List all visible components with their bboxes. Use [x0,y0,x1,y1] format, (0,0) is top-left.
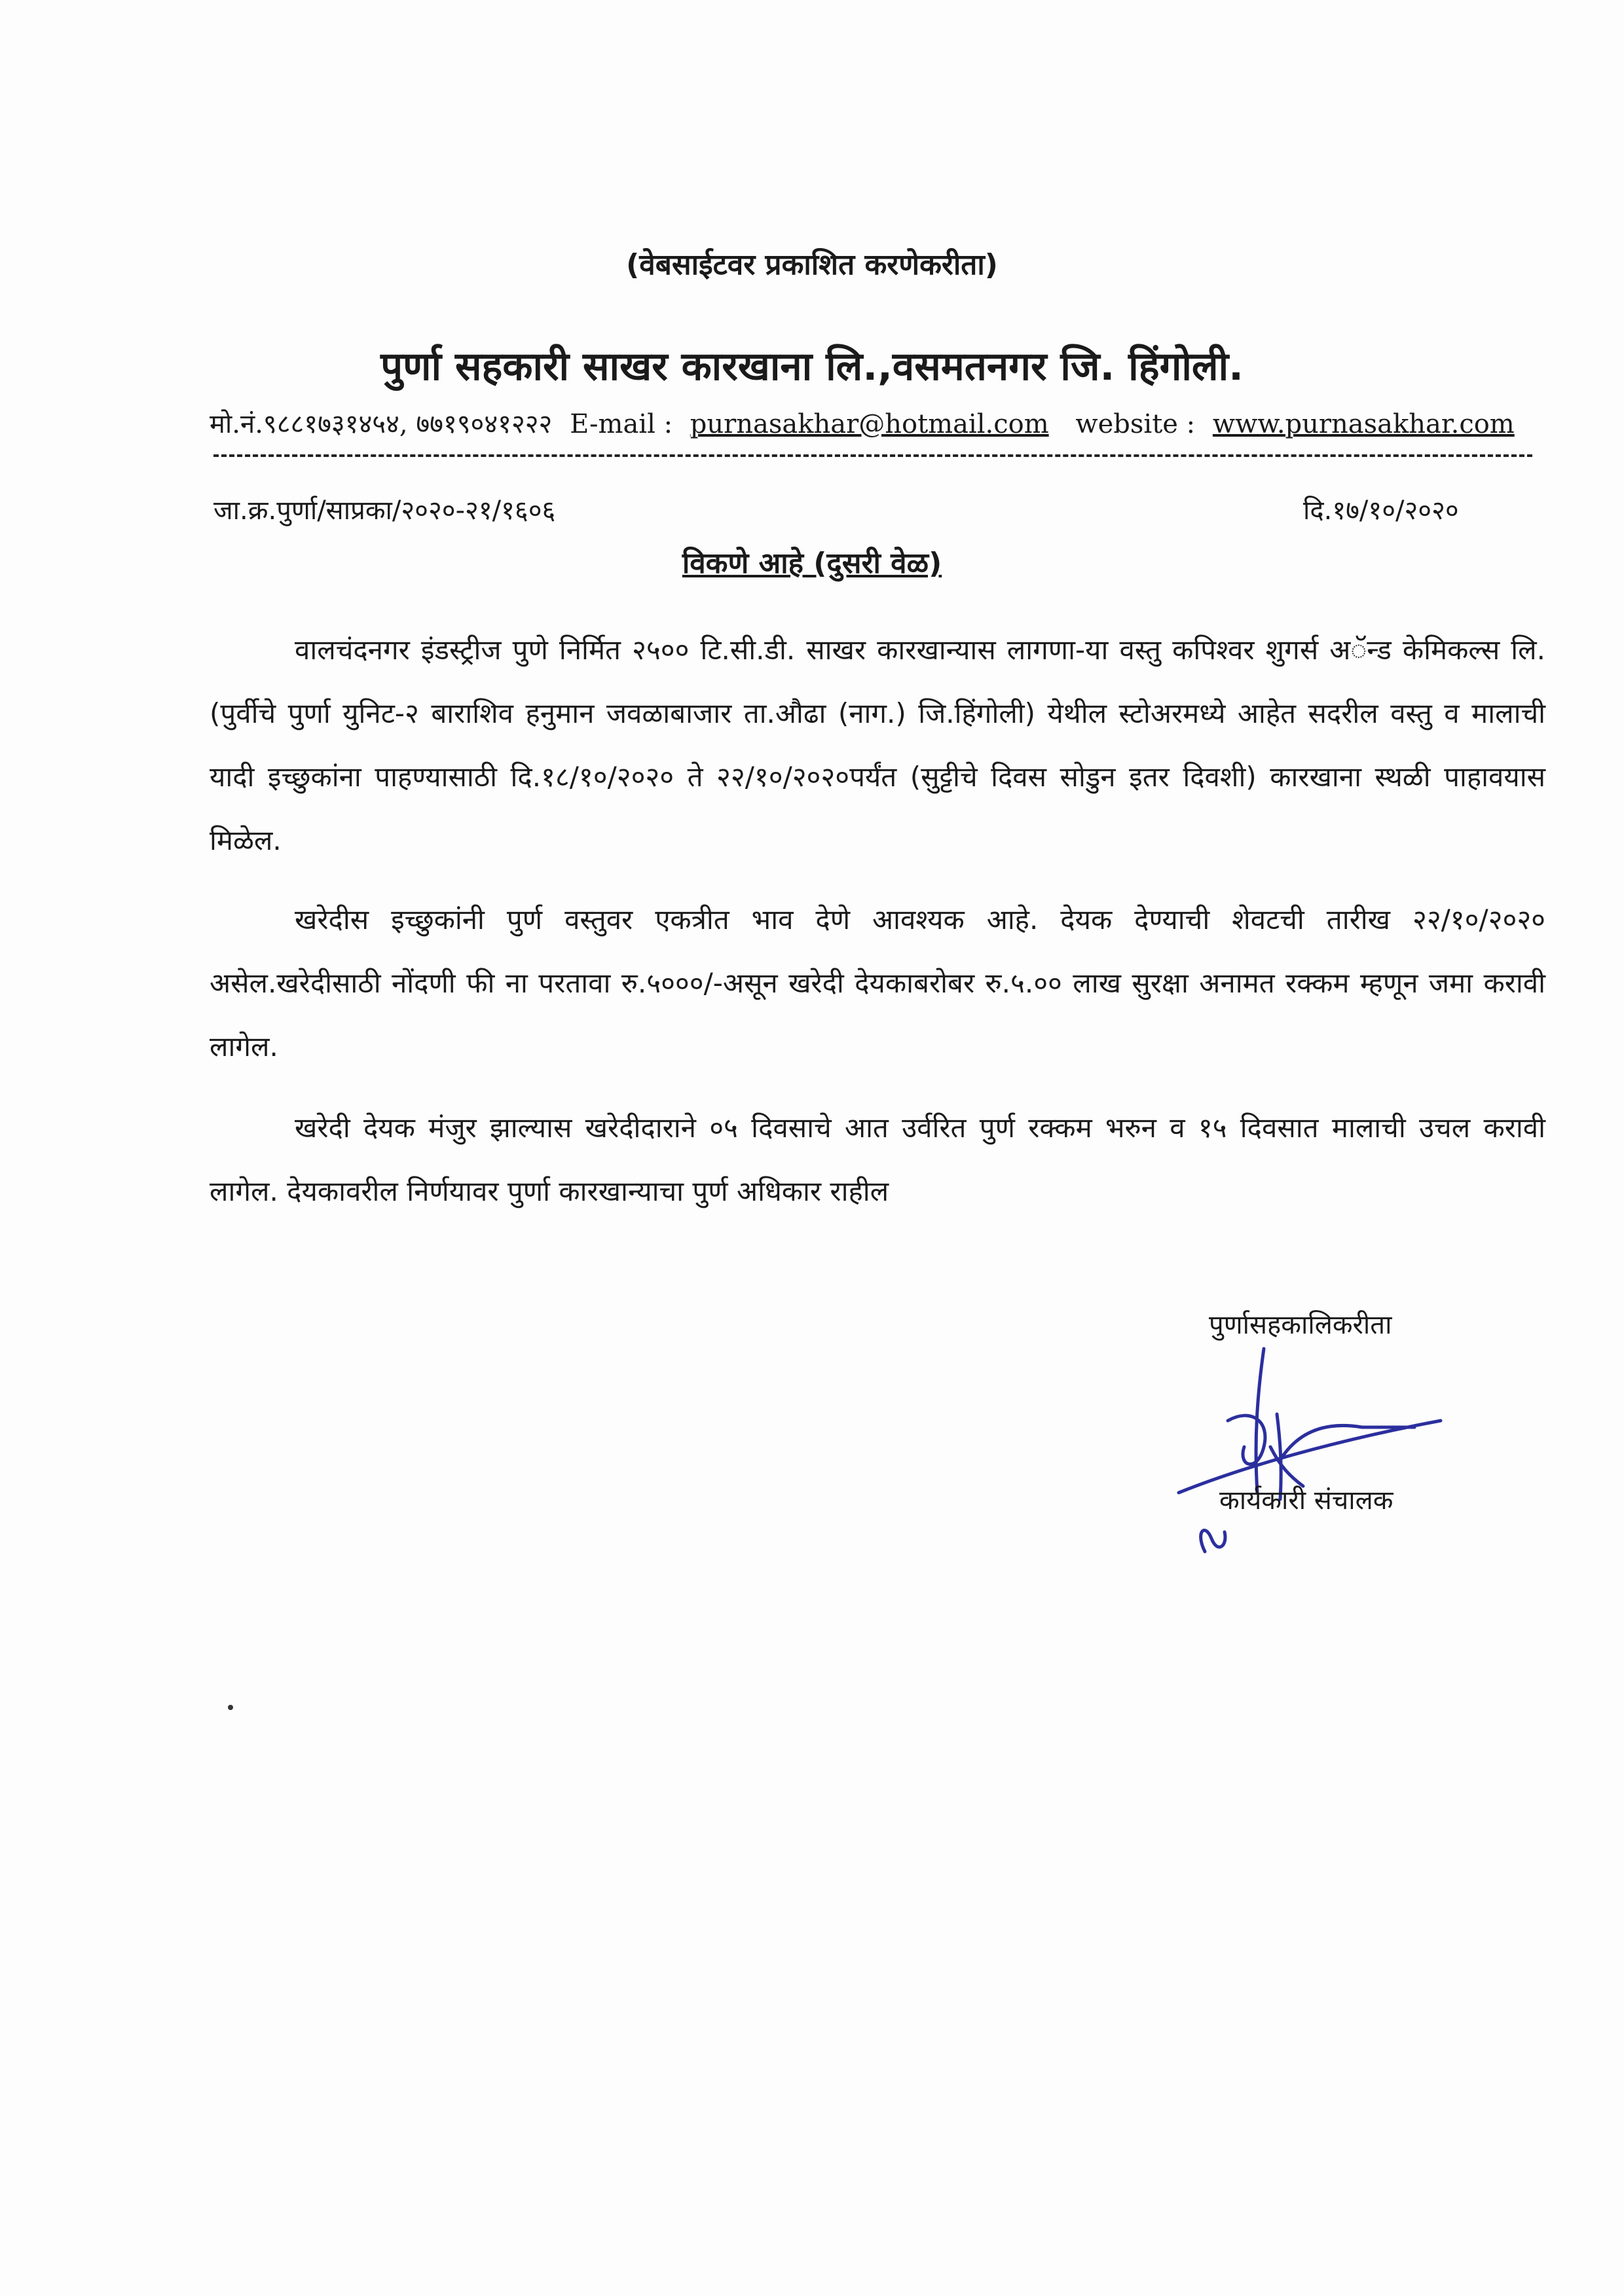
body-paragraph-1: वालचंदनगर इंडस्ट्रीज पुणे निर्मित २५०० टि.सी.डी. साखर कारखान्यास लागणा-या वस्तु कपिश्वर शुगर्स अॅन्ड केमिकल्स लि. (पुर्वीचे पुर्णा युनिट-२ बाराशिव हनुमान जवळाबाजार ता.औढा (नाग.) जि.हिंगोली) येथील स्टोअरमध्ये आहेत सदरील वस्तु व मालाची यादी इच्छुकांना पाहण्यासाठी दि.१८/१०/२०२० ते २२/१०/२०२०पर्यंत (सुट्टीचे दिवस सोडुन इतर दिवशी) कारखाना स्थळी पाहावयास मिळेल. [210,634,1545,856]
website-label: website : [1075,409,1196,439]
email-link[interactable]: purnasakhar@hotmail.com [690,409,1049,439]
reference-number: जा.क्र.पुर्णा/साप्रका/२०२०-२१/१६०६ [213,496,556,526]
contact-phones: मो.नं.९८८१७३१४५४, ७७१९०४१२२२ [210,409,553,439]
subject-heading [0,542,1624,581]
subject-text: विकणे आहे (दुसरी वेळ) [682,547,942,580]
email-label: E-mail : [570,409,673,439]
contact-line [210,405,1515,441]
letter-date: दि.१७/१०/२०२० [1303,496,1459,526]
body-paragraph-2: खरेदीस इच्छुकांनी पुर्ण वस्तुवर एकत्रीत भाव देणे आवश्यक आहे. देयक देण्याची शेवटची तारीख २२/१०/२०२० असेल.खरेदीसाठी नोंदणी फी ना परतावा रु.५०००/-असून खरेदी देयकाबरोबर रु.५.०० लाख सुरक्षा अनामत रक्कम म्हणून जमा करावी लागेल. [210,903,1545,1063]
handwritten-signature [1166,1336,1454,1578]
signature-title-line: कार्यकारी संचालक [1219,1485,1393,1516]
signature-org-line: पुर्णासहकालिकरीता [1209,1310,1392,1340]
org-title: पुर्णा सहकारी साखर कारखाना लि.,वसमतनगर जि. हिंगोली. [380,344,1244,390]
dashed-divider [213,454,1532,457]
body-paragraph-3: खरेदी देयक मंजुर झाल्यास खरेदीदाराने ०५ दिवसाचे आत उर्वरित पुर्ण रक्कम भरुन व १५ दिवसात मालाची उचल करावी लागेल. देयकावरील निर्णयावर पुर्णा कारखान्याचा पुर्ण अधिकार राहील [210,1112,1545,1207]
scan-speck [228,1705,233,1710]
website-link[interactable]: www.purnasakhar.com [1212,409,1515,439]
header-note: (वेबसाईटवर प्रकाशित करणेकरीता) [626,248,998,282]
